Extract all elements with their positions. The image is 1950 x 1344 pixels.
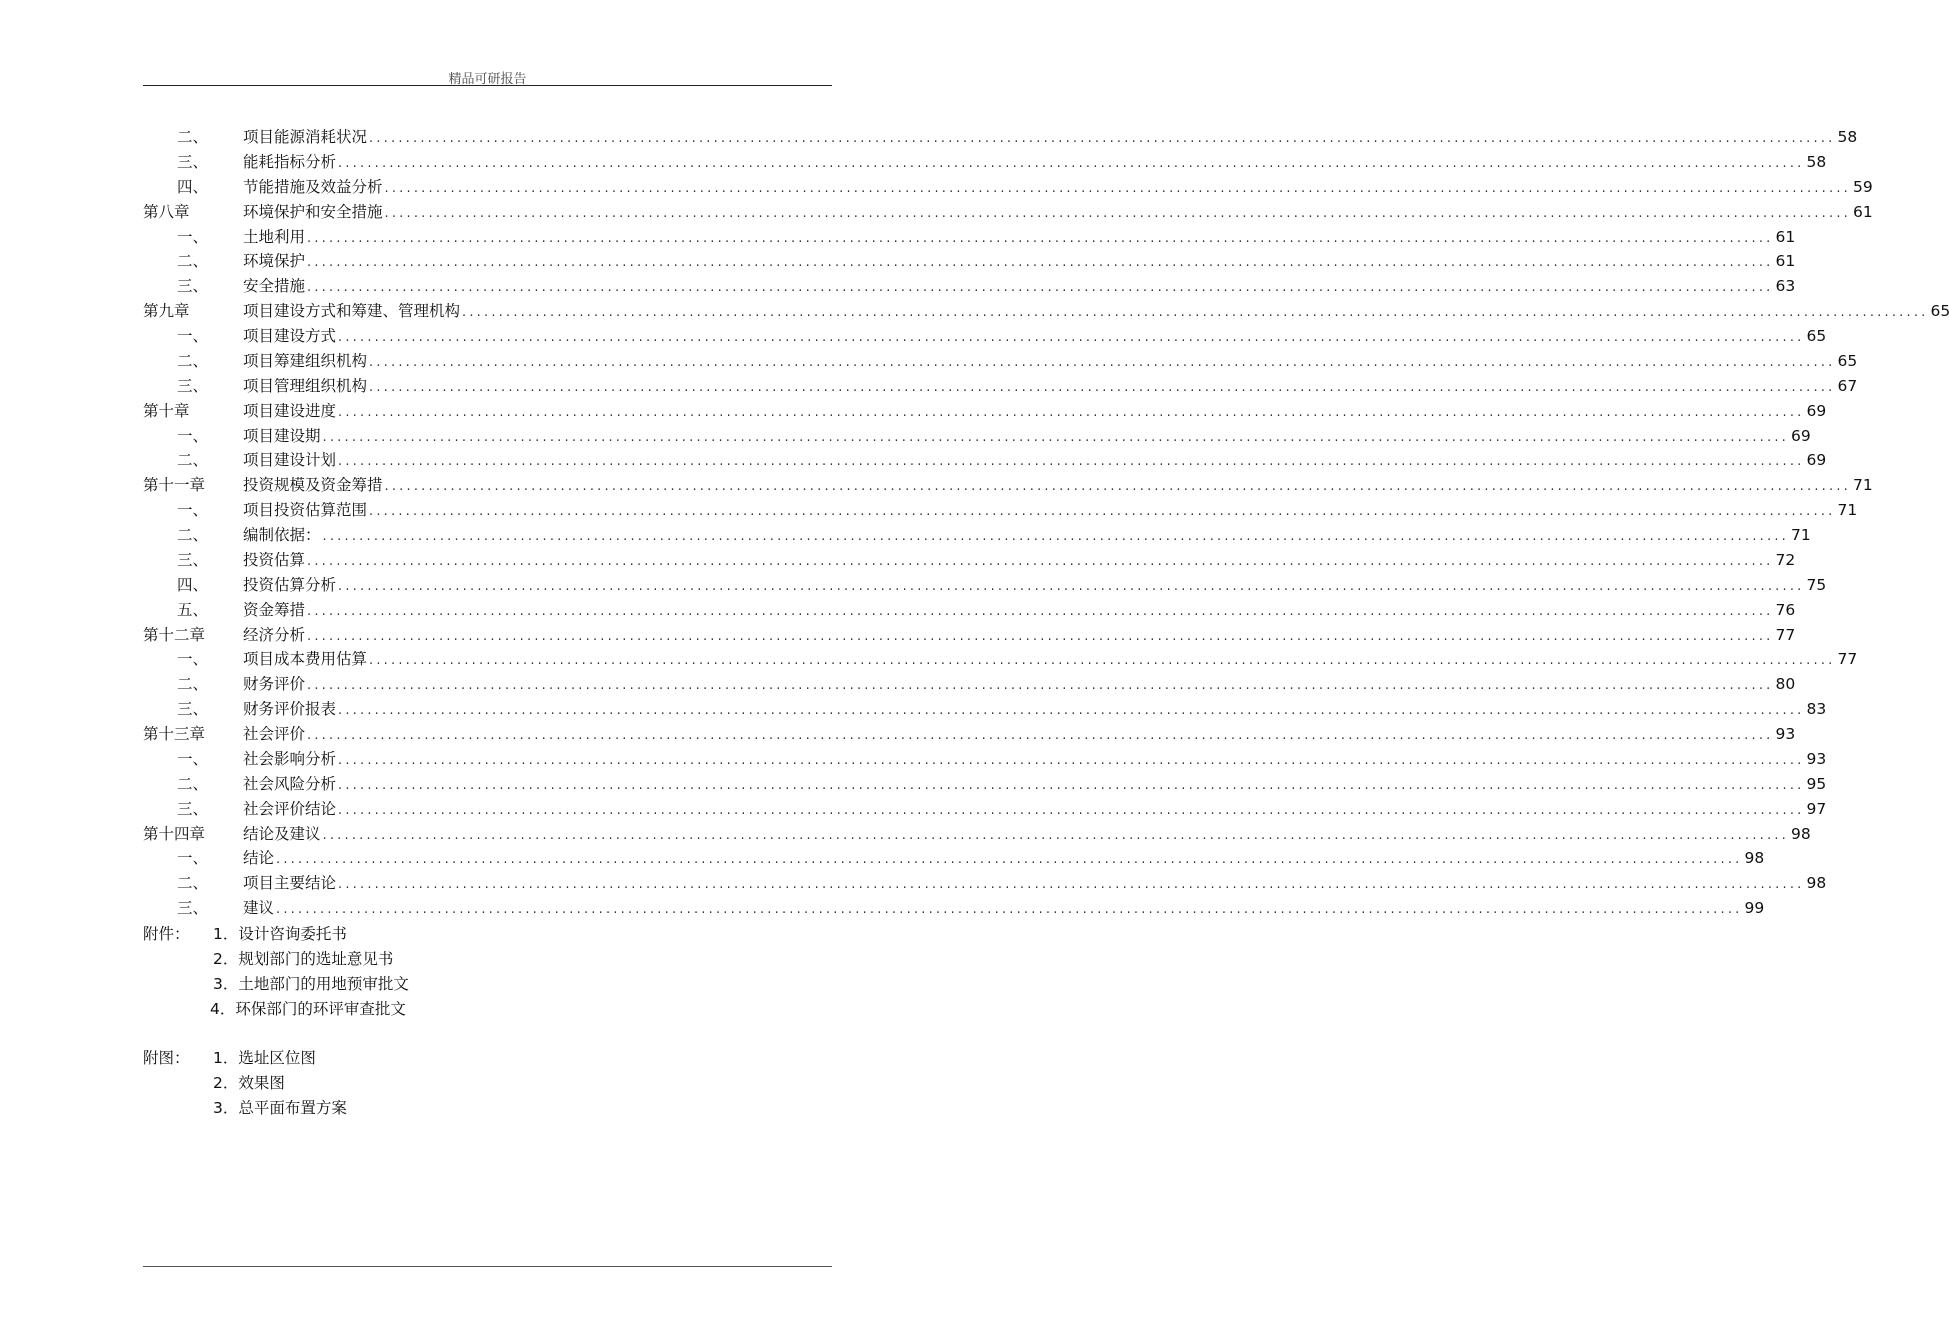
toc-entry-number: 三、 (177, 376, 209, 395)
toc-entry-title: 节能措施及效益分析 (243, 177, 383, 196)
toc-entry-page-number: 80 (1775, 675, 1796, 694)
toc-entry-number: 第十四章 (143, 824, 206, 843)
toc-section-entry[interactable] (143, 548, 1796, 573)
toc-entry-number: 三、 (177, 277, 209, 296)
toc-entry-title: 项目管理组织机构 (243, 376, 368, 395)
toc-entry-title: 社会评价 (243, 725, 306, 743)
toc-dot-leader: ........................................................................................................................................................................................................ (369, 354, 1836, 370)
toc-entry-number: 三、 (177, 799, 209, 818)
toc-entry-title: 社会风险分析 (243, 774, 337, 793)
toc-entry-number: 第十二章 (143, 625, 206, 644)
toc-entry-number: 三、 (177, 700, 209, 719)
toc-entry-number: 一、 (177, 227, 209, 246)
toc-entry-page-number: 61 (1775, 227, 1796, 246)
toc-entry-page-number: 61 (1775, 252, 1796, 271)
toc-dot-leader: ........................................................................................................................................................................................................ (369, 653, 1836, 669)
toc-section-entry[interactable] (143, 150, 1827, 175)
toc-dot-leader: ........................................................................................................................................................................................................ (338, 404, 1805, 420)
toc-entry-title: 项目建设进度 (243, 401, 337, 420)
toc-entry-number: 二、 (177, 526, 209, 544)
toc-entry-page-number: 72 (1775, 550, 1796, 569)
toc-section-entry[interactable] (143, 772, 1827, 797)
toc-dot-leader: ........................................................................................................................................................................................................ (369, 131, 1836, 146)
toc-entry-page-number: 93 (1775, 725, 1796, 743)
toc-entry-title: 项目筹建组织机构 (243, 351, 368, 370)
attachment-item: 2．规划部门的选址意见书 (213, 949, 394, 968)
toc-dot-leader: ........................................................................................................................................................................................................ (369, 504, 1836, 520)
toc-chapter-entry[interactable] (143, 473, 1873, 498)
toc-entry-title: 投资估算 (243, 550, 306, 569)
toc-dot-leader: ........................................................................................................................................................................................................ (338, 802, 1805, 818)
toc-dot-leader: ........................................................................................................................................................................................................ (338, 578, 1805, 594)
toc-entry-page-number: 71 (1837, 501, 1858, 520)
toc-dot-leader: ........................................................................................................................................................................................................ (322, 529, 1789, 544)
toc-entry-page-number: 95 (1806, 774, 1827, 793)
toc-chapter-entry[interactable] (143, 722, 1796, 747)
attachments-label: 附件： (143, 925, 190, 943)
toc-dot-leader: ........................................................................................................................................................................................................ (384, 180, 1851, 196)
toc-entry-number: 第八章 (143, 202, 190, 221)
toc-section-entry[interactable] (143, 175, 1873, 200)
toc-entry-title: 投资规模及资金筹措 (243, 476, 383, 495)
toc-entry-number: 一、 (177, 327, 209, 345)
attachment-item: 1．设计咨询委托书 (213, 925, 347, 943)
toc-dot-leader: ........................................................................................................................................................................................................ (322, 429, 1789, 445)
toc-entry-number: 一、 (177, 501, 209, 520)
toc-dot-leader: ........................................................................................................................................................................................................ (384, 205, 1851, 221)
toc-entry-page-number: 59 (1852, 177, 1873, 196)
attachment-item: 3．土地部门的用地预审批文 (213, 974, 409, 993)
toc-chapter-entry[interactable] (143, 623, 1796, 648)
toc-entry-page-number: 75 (1806, 575, 1827, 594)
toc-entry-title: 财务评价报表 (243, 700, 337, 719)
toc-entry-number: 三、 (177, 550, 209, 569)
figure-item: 1．选址区位图 (213, 1049, 316, 1067)
toc-entry-page-number: 98 (1806, 874, 1827, 893)
toc-dot-leader: ........................................................................................................................................................................................................ (307, 230, 1774, 246)
toc-section-entry[interactable] (143, 598, 1796, 623)
toc-section-entry[interactable] (143, 697, 1827, 722)
toc-section-entry[interactable] (143, 797, 1827, 822)
toc-entry-page-number: 65 (1837, 351, 1858, 370)
toc-dot-leader: ........................................................................................................................................................................................................ (384, 479, 1851, 495)
toc-section-entry[interactable] (143, 324, 1827, 349)
toc-entry-page-number: 98 (1790, 824, 1811, 843)
toc-entry-number: 第九章 (143, 302, 190, 321)
toc-dot-leader: ........................................................................................................................................................................................................ (307, 280, 1774, 296)
toc-section-entry[interactable] (143, 573, 1827, 598)
figure-item: 2．效果图 (213, 1073, 285, 1092)
toc-entry-title: 项目能源消耗状况 (243, 128, 368, 146)
toc-dot-leader: ........................................................................................................................................................................................................ (307, 553, 1774, 569)
footer-divider (143, 1266, 832, 1267)
toc-entry-title: 社会评价结论 (243, 799, 337, 818)
toc-section-entry[interactable] (143, 448, 1827, 473)
header-divider (143, 85, 832, 86)
toc-entry-page-number: 98 (1744, 849, 1765, 868)
toc-entry-number: 二、 (177, 252, 209, 271)
toc-entry-page-number: 63 (1775, 277, 1796, 296)
toc-dot-leader: ........................................................................................................................................................................................................ (338, 454, 1805, 470)
toc-dot-leader: ........................................................................................................................................................................................................ (338, 330, 1805, 345)
toc-dot-leader: ........................................................................................................................................................................................................ (307, 255, 1774, 271)
toc-entry-page-number: 77 (1775, 625, 1796, 644)
toc-entry-title: 项目建设方式和筹建、管理机构 (243, 302, 461, 321)
toc-entry-title: 项目投资估算范围 (243, 501, 368, 520)
toc-section-entry[interactable] (143, 647, 1858, 672)
toc-section-entry[interactable] (143, 747, 1827, 772)
toc-entry-title: 结论及建议 (243, 824, 321, 843)
toc-entry-number: 二、 (177, 874, 209, 893)
toc-entry-page-number: 97 (1806, 799, 1827, 818)
toc-entry-number: 二、 (177, 774, 209, 793)
toc-chapter-entry[interactable] (143, 399, 1827, 424)
toc-entry-page-number: 76 (1775, 600, 1796, 619)
toc-dot-leader: ........................................................................................................................................................................................................ (307, 678, 1774, 694)
toc-entry-page-number: 77 (1837, 650, 1858, 669)
toc-entry-title: 建议 (243, 899, 275, 918)
toc-entry-number: 第十章 (143, 401, 190, 420)
toc-chapter-entry[interactable] (143, 822, 1811, 847)
toc-section-entry[interactable] (143, 523, 1811, 548)
toc-entry-title: 土地利用 (243, 227, 306, 246)
toc-entry-page-number: 71 (1790, 526, 1811, 544)
toc-section-entry[interactable] (143, 349, 1858, 374)
toc-section-entry[interactable] (143, 871, 1827, 896)
toc-entry-title: 财务评价 (243, 675, 306, 694)
toc-entry-page-number: 65 (1806, 327, 1827, 345)
toc-dot-leader: ........................................................................................................................................................................................................ (338, 877, 1805, 893)
toc-entry-number: 三、 (177, 152, 209, 171)
toc-dot-leader: ........................................................................................................................................................................................................ (462, 305, 1929, 321)
toc-dot-leader: ........................................................................................................................................................................................................ (338, 703, 1805, 719)
toc-entry-page-number: 69 (1806, 451, 1827, 470)
toc-entry-page-number: 83 (1806, 700, 1827, 719)
toc-entry-page-number: 99 (1744, 899, 1765, 918)
attachment-item: 4．环保部门的环评审查批文 (210, 999, 406, 1018)
toc-entry-title: 环境保护和安全措施 (243, 202, 383, 221)
toc-dot-leader: ........................................................................................................................................................................................................ (369, 379, 1836, 395)
figure-item: 3．总平面布置方案 (213, 1098, 347, 1117)
toc-entry-title: 项目建设方式 (243, 327, 337, 345)
toc-entry-page-number: 67 (1837, 376, 1858, 395)
toc-entry-title: 安全措施 (243, 277, 306, 296)
toc-entry-number: 二、 (177, 128, 209, 146)
toc-entry-title: 项目成本费用估算 (243, 650, 368, 669)
toc-entry-title: 项目建设期 (243, 426, 321, 445)
toc-entry-number: 一、 (177, 849, 209, 868)
toc-section-entry[interactable] (143, 896, 1765, 921)
toc-entry-title: 环境保护 (243, 252, 306, 271)
toc-dot-leader: ........................................................................................................................................................................................................ (338, 777, 1805, 793)
toc-entry-title: 项目主要结论 (243, 874, 337, 893)
toc-section-entry[interactable] (143, 225, 1796, 250)
toc-section-entry[interactable] (143, 846, 1765, 871)
toc-entry-number: 第十一章 (143, 476, 206, 495)
toc-entry-title: 经济分析 (243, 625, 306, 644)
toc-dot-leader: ........................................................................................................................................................................................................ (276, 902, 1743, 918)
toc-entry-title: 社会影响分析 (243, 749, 337, 768)
page-header-title: 精品可研报告 (448, 72, 527, 87)
toc-entry-number: 三、 (177, 899, 209, 918)
toc-entry-title: 能耗指标分析 (243, 152, 337, 171)
toc-entry-number: 四、 (177, 177, 209, 196)
toc-entry-number: 第十三章 (143, 725, 206, 743)
toc-section-entry[interactable] (143, 274, 1796, 299)
toc-section-entry[interactable] (143, 125, 1858, 150)
toc-entry-title: 编制依据： (243, 526, 321, 544)
toc-dot-leader: ........................................................................................................................................................................................................ (307, 628, 1774, 644)
toc-section-entry[interactable] (143, 498, 1858, 523)
toc-entry-page-number: 69 (1790, 426, 1811, 445)
toc-entry-title: 项目建设计划 (243, 451, 337, 470)
toc-entry-title: 投资估算分析 (243, 575, 337, 594)
toc-chapter-entry[interactable] (143, 299, 1950, 324)
toc-entry-page-number: 69 (1806, 401, 1827, 420)
toc-entry-page-number: 58 (1837, 128, 1858, 146)
toc-entry-number: 二、 (177, 451, 209, 470)
toc-entry-page-number: 93 (1806, 749, 1827, 768)
toc-dot-leader: ........................................................................................................................................................................................................ (307, 728, 1774, 743)
toc-entry-page-number: 61 (1852, 202, 1873, 221)
toc-section-entry[interactable] (143, 424, 1811, 449)
toc-entry-page-number: 58 (1806, 152, 1827, 171)
toc-entry-number: 一、 (177, 426, 209, 445)
toc-section-entry[interactable] (143, 249, 1796, 274)
toc-entry-number: 一、 (177, 749, 209, 768)
toc-dot-leader: ........................................................................................................................................................................................................ (338, 752, 1805, 768)
toc-dot-leader: ........................................................................................................................................................................................................ (338, 155, 1805, 171)
toc-entry-number: 四、 (177, 575, 209, 594)
toc-dot-leader: ........................................................................................................................................................................................................ (307, 603, 1774, 619)
figures-label: 附图： (143, 1049, 190, 1067)
toc-entry-number: 五、 (177, 600, 209, 619)
toc-section-entry[interactable] (143, 374, 1858, 399)
toc-entry-page-number: 65 (1930, 302, 1950, 321)
toc-dot-leader: ........................................................................................................................................................................................................ (322, 827, 1789, 843)
toc-entry-number: 二、 (177, 351, 209, 370)
toc-entry-page-number: 71 (1852, 476, 1873, 495)
toc-entry-number: 二、 (177, 675, 209, 694)
toc-chapter-entry[interactable] (143, 200, 1873, 225)
toc-dot-leader: ........................................................................................................................................................................................................ (276, 852, 1743, 868)
toc-entry-number: 一、 (177, 650, 209, 669)
toc-entry-title: 结论 (243, 849, 275, 868)
table-of-contents (143, 125, 1950, 921)
toc-section-entry[interactable] (143, 672, 1796, 697)
toc-entry-title: 资金筹措 (243, 600, 306, 619)
